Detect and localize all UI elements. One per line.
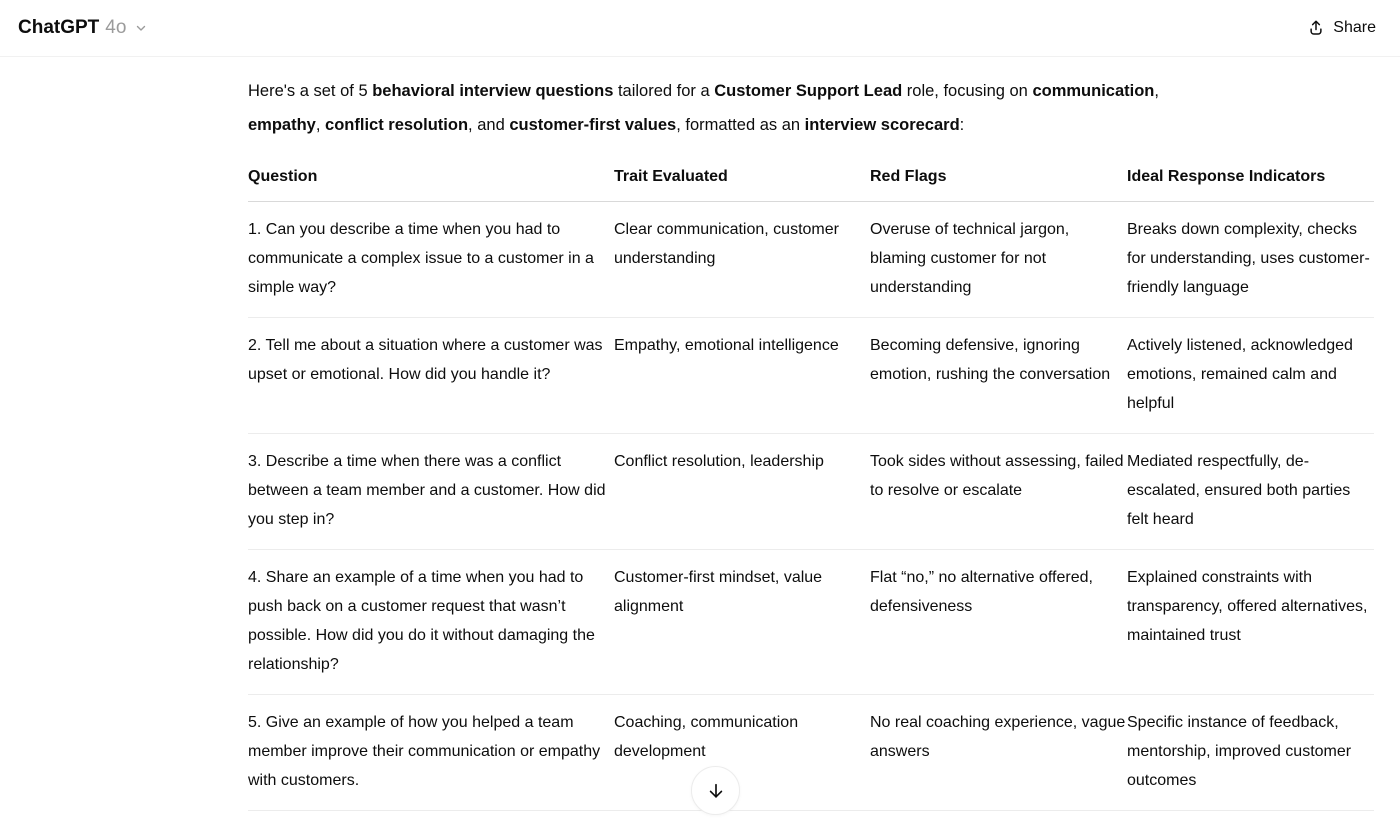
cell-question: 2. Tell me about a situation where a customer was upset or emotional. How did you handle it? xyxy=(248,318,614,434)
table-row xyxy=(248,202,1374,318)
model-name: 4o xyxy=(105,17,127,38)
table-row xyxy=(248,318,1374,434)
cell-ideal-response-indicators: Breaks down complexity, checks for understanding, uses customer-friendly language xyxy=(1127,202,1374,318)
cell-ideal-response-indicators: Specific instance of feedback, mentorship, improved customer outcomes xyxy=(1127,695,1374,811)
intro-text: Here's a set of 5 xyxy=(248,82,373,100)
cell-red-flags: Becoming defensive, ignoring emotion, rushing the conversation xyxy=(870,318,1127,434)
cell-trait-evaluated: Conflict resolution, leadership xyxy=(614,434,870,550)
cell-trait-evaluated: Empathy, emotional intelligence xyxy=(614,318,870,434)
app-name: ChatGPT xyxy=(18,17,100,38)
intro-text: , and xyxy=(468,116,510,134)
intro-text: , xyxy=(1154,82,1159,100)
column-header-trait-evaluated: Trait Evaluated xyxy=(614,157,870,202)
intro-text: role, focusing on xyxy=(902,82,1033,100)
cell-red-flags: No real coaching experience, vague answers xyxy=(870,695,1127,811)
top-bar xyxy=(0,0,1400,57)
intro-paragraph xyxy=(248,74,1178,142)
table-body xyxy=(248,202,1374,811)
table-row xyxy=(248,550,1374,695)
intro-bold-text: empathy xyxy=(248,116,316,134)
cell-question: 3. Describe a time when there was a conflict between a team member and a customer. How did you step in? xyxy=(248,434,614,550)
intro-bold-text: interview scorecard xyxy=(804,116,960,134)
cell-ideal-response-indicators: Actively listened, acknowledged emotions, remained calm and helpful xyxy=(1127,318,1374,434)
cell-red-flags: Overuse of technical jargon, blaming customer for not understanding xyxy=(870,202,1127,318)
share-button[interactable] xyxy=(1297,10,1386,46)
cell-question: 1. Can you describe a time when you had to communicate a complex issue to a customer in a simple way? xyxy=(248,202,614,318)
intro-bold-text: conflict resolution xyxy=(325,116,469,134)
cell-ideal-response-indicators: Mediated respectfully, de-escalated, ensured both parties felt heard xyxy=(1127,434,1374,550)
share-button-label: Share xyxy=(1333,19,1376,36)
cell-red-flags: Took sides without assessing, failed to resolve or escalate xyxy=(870,434,1127,550)
chevron-down-icon xyxy=(134,21,148,35)
cell-trait-evaluated: Customer-first mindset, value alignment xyxy=(614,550,870,695)
column-header-question: Question xyxy=(248,157,614,202)
intro-bold-text: behavioral interview questions xyxy=(372,82,614,100)
assistant-message xyxy=(248,57,1374,811)
model-switcher-button[interactable] xyxy=(10,11,156,45)
intro-bold-text: customer-first values xyxy=(509,116,677,134)
cell-trait-evaluated: Clear communication, customer understanding xyxy=(614,202,870,318)
intro-text: , formatted as an xyxy=(676,116,805,134)
cell-question: 4. Share an example of a time when you had to push back on a customer request that wasn’t possible. How did you do it without damaging the relationship? xyxy=(248,550,614,695)
cell-ideal-response-indicators: Explained constraints with transparency, offered alternatives, maintained trust xyxy=(1127,550,1374,695)
cell-trait-evaluated: Coaching, communication development xyxy=(614,695,870,811)
intro-text: tailored for a xyxy=(613,82,715,100)
cell-red-flags: Flat “no,” no alternative offered, defensiveness xyxy=(870,550,1127,695)
table-row xyxy=(248,695,1374,811)
intro-bold-text: Customer Support Lead xyxy=(714,82,903,100)
scroll-to-bottom-button[interactable] xyxy=(691,766,740,815)
share-upload-icon xyxy=(1307,18,1325,38)
column-header-ideal-response-indicators: Ideal Response Indicators xyxy=(1127,157,1374,202)
intro-text: : xyxy=(959,116,965,134)
intro-bold-text: communication xyxy=(1032,82,1155,100)
cell-question: 5. Give an example of how you helped a team member improve their communication or empathy with customers. xyxy=(248,695,614,811)
arrow-down-icon xyxy=(706,781,726,801)
table-header-row xyxy=(248,157,1374,202)
table-row xyxy=(248,434,1374,550)
interview-scorecard-table xyxy=(248,157,1374,811)
intro-text: , xyxy=(315,116,326,134)
column-header-red-flags: Red Flags xyxy=(870,157,1127,202)
